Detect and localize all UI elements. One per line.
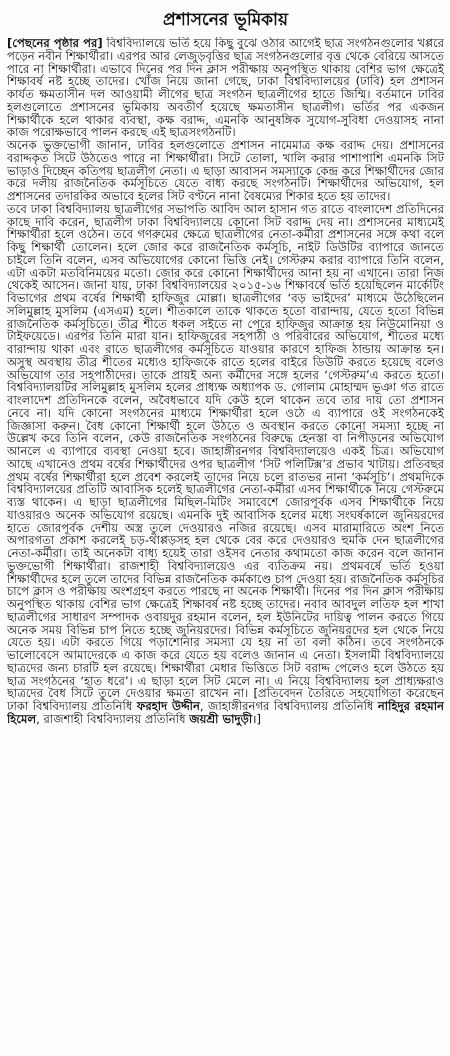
continued-marker: [পেছনের পৃষ্ঠার পর] [7, 37, 103, 50]
paragraph [7, 37, 444, 139]
article-body [7, 37, 444, 1048]
credits-desk: , রাজশাহী বিশ্ববিদ্যালয় প্রতিনিধি [36, 711, 186, 726]
credits-close: ।] [252, 711, 262, 726]
paragraph [7, 203, 444, 726]
credits-intro: [প্রতিবেদন তৈরিতে সহযোগিতা করেছেন ঢাকা বিশ্ববিদ্যালয় প্রতিনিধি [7, 686, 444, 713]
contributor-name: ফরহাদ উদ্দীন [136, 699, 200, 713]
paragraph [7, 139, 444, 203]
headline: প্রশাসনের ভূমিকায় [163, 10, 288, 30]
contributor-name: জয়শ্রী ভাদুড়ী [189, 711, 253, 726]
paragraph-text: তবে ঢাকা বিশ্ববিদ্যালয় ছাত্রলীগের সভাপতি আবিদ আল হাসান গত রাতে বাংলাদেশ প্রতিদিনের কাছে দাবি করেন, ছাত্রলীগ ঢাকা বিশ্ববিদ্যালয়ে কোনো সিট বরাদ্দ দেয় না। প্রশাসনের মাধ্যমেই শিক্ষার্থীরা হলে ওঠেন। তবে গণরুমের ক্ষেত্রে ছাত্রলীগের নেতা-কর্মীরা প্রশাসনের সঙ্গে কথা বলে কিছু শিক্ষার্থী তোলেন। হলে জোর করে রাজনৈতিক কর্মসূচি, নাইট ডিউটির ব্যাপারে জানতে চাইলে তিনি বলেন, এসব অভিযোগের কোনো ভিত্তি নেই। গেস্টরুম করার ব্যাপারে তিনি বলেন, এটা একটা মতবিনিময়ের মতো। জোর করে কোনো শিক্ষার্থীদের আনা হয় না এখানে। তারা নিজ থেকেই আসেন। জানা যায়, ঢাকা বিশ্ববিদ্যালয়ের ২০১৫-১৬ শিক্ষাবর্ষে ভর্তি হয়েছিলেন মার্কেটিং বিভাগের প্রথম বর্ষের শিক্ষার্থী হাফিজুর মোল্লা। ছাত্রলীগের ‘বড় ভাইদের’ মাধ্যমে উঠেছিলেন সলিমুল্লাহ মুসলিম (এসএম) হলে। শীতকালে তাকে থাকতে হতো বারান্দায়, যেতে হতো বিভিন্ন রাজনৈতিক কর্মসূচিতে। তীব্র শীতে ধকল সইতে না পেরে হাফিজুর আক্রান্ত হয় নিউমোনিয়া ও টাইফয়েডে। এরপর তিনি মারা যান। হাফিজুরের সহপাঠী ও পরিবারের অভিযোগ, শীতের মধ্যে বারান্দায় থাকা এবং রাতে ছাত্রলীগের কর্মসূচিতে যাওয়ার কারণে হাফিজ ঠান্ডায় আক্রান্ত হন। অসুস্থ অবস্থায় তীব্র শীতের মধ্যেও হাফিজকে রাতে হলের বাইরে ডিউটি করতে হয়েছে বলেও অভিযোগ তার সহপাঠীদের। তাকে প্রায়ই অন্য কর্মীদের সঙ্গে হলের ‘গেস্টরুম’এ করতে হতো। বিশ্ববিদ্যালয়টির সলিমুল্লাহ মুসলিম হলের প্রাধ্যক্ষ অধ্যাপক ড. গোলাম মোহাম্মদ ভূঞা গত রাতে বাংলাদেশ প্রতিদিনকে বলেন, অবৈধভাবে যদি কেউ হলে থাকেন তবে তার দায় তো প্রশাসন নেবে না। যদি কোনো সংগঠনের মাধ্যমে শিক্ষার্থীরা হলে ওঠে এ ব্যাপারে ওই সংগঠনকেই জিজ্ঞাসা করুন। বৈধ কোনো শিক্ষার্থী হলে উঠতে ও অবস্থান করতে কোনো সমস্যা হচ্ছে না উল্লেখ করে তিনি বলেন, কেউ রাজনৈতিক সংগঠনের বিরুদ্ধে হেনস্তা বা নিপীড়নের অভিযোগ আনলে এ ব্যাপারে ব্যবস্থা নেওয়া হবে। জাহাঙ্গীরনগর বিশ্ববিদ্যালয়েও একই চিত্র। অভিযোগ আছে এখানেও প্রথম বর্ষের শিক্ষার্থীদের ওপর ছাত্রলীগ ‘সিট পলিটিক্স’র প্রভাব খাটায়। প্রতিবছর প্রথম বর্ষের শিক্ষার্থীরা হলে প্রবেশ করলেই তাদের নিয়ে চলে রাতভর নানা ‘কর্মসূচি’। প্রথমদিকে বিশ্ববিদ্যালয়ের প্রতিটি আবাসিক হলেই ছাত্রলীগের নেতা-কর্মীরা এসব শিক্ষার্থীকে নিয়ে গেস্টরুমে ব্যস্ত থাকেন। এ ছাড়া ছাত্রলীগের মিছিল-মিটিং সমাবেশে জোরপূর্বক এসব শিক্ষার্থীকে নিয়ে যাওয়ারও অনেক অভিযোগ রয়েছে। এমনকি দুই আবাসিক হলের মধ্যে সংঘর্ষকালে জুনিয়রদের হাতে জোরপূর্বক দেশীয় অস্ত্র তুলে দেওয়ারও নজির রয়েছে। এসব মারামারিতে অংশ নিতে অপারগতা প্রকাশ করলেই চড়-থাপ্পড়সহ হল থেকে বের করে দেওয়ারও হুমকি দেন ছাত্রলীগের নেতা-কর্মীরা। তাই অনেকটা বাধ্য হয়েই তারা ওইসব নেতার কথামতো কাজ করেন বলে জানান ভুক্তভোগী শিক্ষার্থীরা। রাজশাহী বিশ্ববিদ্যালয়েও এর ব্যতিক্রম নয়। প্রথমবর্ষে ভর্তি হওয়া শিক্ষার্থীদের হলে তুলে তাদের বিভিন্ন রাজনৈতিক কর্মকাণ্ডে চাপ দেওয়া হয়। রাজনৈতিক কর্মসূচির চাপে ক্লাস ও পরীক্ষায় অংশগ্রহণ করতে পারছে না অনেক শিক্ষার্থী। দিনের পর দিন ক্লাস পরীক্ষায় অনুপস্থিত থাকায় বেশির ভাগ ক্ষেত্রেই শিক্ষাবর্ষ নষ্ট হচ্ছে তাদের। নবাব আবদুল লতিফ হল শাখা ছাত্রলীগের সাধারণ সম্পাদক ওবায়দুর রহমান বলেন, হল ইউনিটের দায়িত্ব পালন করতে গিয়ে অনেক সময় বিভিন্ন চাপ নিতে হচ্ছে জুনিয়রদের। বিভিন্ন কর্মসূচিতে জুনিয়রদের হল থেকে নিয়ে যেতে হয়। এটা করতে গিয়ে পড়াশোনার সমস্যা যে হয় না তা বলা কঠিন। তবে সংগঠনকে ভালোবেসে আমাদেরকে এ কাজ করে যেতে হয় বলেও জানান এ নেতা। ইসলামী বিশ্ববিদ্যালয়ে ছাত্রদের জন্য চারটি হল রয়েছে। শিক্ষার্থীরা মেধার ভিত্তিতে সিট বরাদ্দ পেলেও হলে উঠতে হয় ছাত্র সংগঠনের ‘হাত ধরে’। এ ছাড়া হলে সিট মেলে না। এ নিয়ে বিশ্ববিদ্যালয় হল প্রাধ্যক্ষরাও ছাত্রদের বৈধ সিটে তুলে দেওয়ার ক্ষমতা রাখেন না। [7, 201, 444, 701]
contributor-name: নাহিদুর রহমান হিমেল [7, 699, 444, 726]
credits-desk: , জাহাঙ্গীরনগর বিশ্ববিদ্যালয় প্রতিনিধি [199, 699, 374, 713]
paragraph-text: অনেক ভুক্তভোগী জানান, ঢাবির হলগুলোতে প্রশাসন নামেমাত্র কক্ষ বরাদ্দ দেয়। প্রশাসনের বরাদ্দকৃত সিটে উঠতেও পারে না শিক্ষার্থীরা। সিটে তোলা, খালি করার পাশাপাশি এমনকি সিট ভাড়াও দিচ্ছেন কতিপয় ছাত্রলীগ নেতা। এ ছাড়া আবাসন সমস্যাকে কেন্দ্র করে শিক্ষার্থীদের জোর করে দলীয় রাজনৈতিক কর্মসূচিতে যেতে বাধ্য করছে সংগঠনটি। শিক্ষার্থীদের অভিযোগ, হল প্রশাসনের তদারকির অভাবে হলের সিট বণ্টনে নানা বৈষম্যের শিকার হতে হয় তাদের। [7, 138, 444, 203]
paragraph-text: বিশ্ববিদ্যালয়ে ভর্তি হয়ে কিছু বুঝে ওঠার আগেই ছাত্র সংগঠনগুলোর খপ্পরে পড়েন নবীন শিক্ষার্থীরা। এরপর আর লেজুড়বৃত্তির ছাত্র সংগঠনগুলোর বৃত্ত থেকে বেরিয়ে আসতে পারে না শিক্ষার্থীরা। এভাবে দিনের পর দিন ক্লাস পরীক্ষায় অনুপস্থিত থাকায় বেশির ভাগ ক্ষেত্রেই শিক্ষাবর্ষ নষ্ট হচ্ছে তাদের। খোঁজ নিয়ে জানা গেছে, ঢাকা বিশ্ববিদ্যালয়ের (ঢাবি) হল প্রশাসন কার্যত ক্ষমতাসীন দল আওয়ামী লীগের ছাত্র সংগঠন ছাত্রলীগের হাতে জিম্মি। বর্তমানে ঢাবির হলগুলোতে প্রশাসনের ভূমিকায় অবতীর্ণ হয়েছে ক্ষমতাসীন ছাত্রলীগ। ভর্তির পর একজন শিক্ষার্থীকে হলে থাকার ব্যবস্থা, কক্ষ বরাদ্দ, এমনকি আনুষঙ্গিক সুযোগ-সুবিধা দেওয়াসহ নানা কাজ পরোক্ষভাবে পালন করছে এই ছাত্রসংগঠনটি। [7, 37, 444, 140]
